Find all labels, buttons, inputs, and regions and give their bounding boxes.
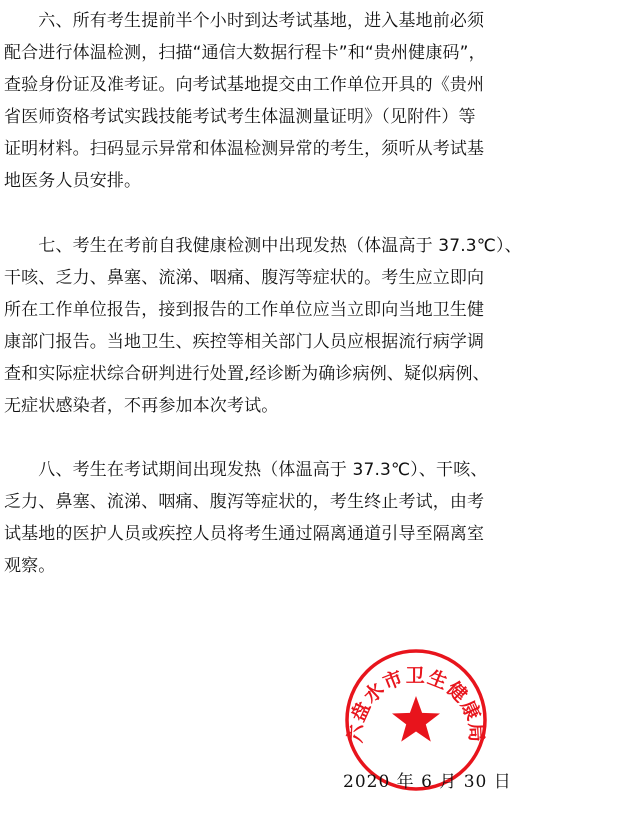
paragraph-8-line-2: 乏力、鼻塞、流涕、咽痛、腹泻等症状的，考生终止考试，由考 — [4, 492, 485, 512]
paragraph-8-line-4: 观察。 — [4, 556, 56, 576]
paragraph-7-line-2: 干咳、乏力、鼻塞、流涕、咽痛、腹泻等症状的。考生应立即向 — [4, 268, 485, 288]
paragraph-6-line-3: 查验身份证及准考证。向考试基地提交由工作单位开具的《贵州 — [4, 75, 485, 95]
paragraph-7-line-4: 康部门报告。当地卫生、疾控等相关部门人员应根据流行病学调 — [4, 332, 485, 352]
paragraph-6-line-5: 证明材料。扫码显示异常和体温检测异常的考生，须听从考试基 — [4, 139, 485, 159]
paragraph-6-line-1: 六、所有考生提前半个小时到达考试基地，进入基地前必须 — [4, 11, 485, 31]
paragraph-7-line-5: 查和实际症状综合研判进行处置,经诊断为确诊病例、疑似病例、 — [4, 364, 490, 384]
issue-date: 2020 年 6 月 30 日 — [343, 772, 512, 792]
paragraph-6-line-2: 配合进行体温检测，扫描“通信大数据行程卡”和“贵州健康码”， — [4, 43, 486, 63]
paragraph-7-line-3: 所在工作单位报告，接到报告的工作单位应当立即向当地卫生健 — [4, 300, 485, 320]
seal-arc-text: 六盘水市卫生健康局 — [344, 665, 488, 744]
paragraph-6-line-6: 地医务人员安排。 — [4, 171, 142, 191]
paragraph-8-line-1: 八、考生在考试期间出现发热（体温高于 37.3℃）、干咳、 — [4, 460, 488, 480]
paragraph-7-line-6: 无症状感染者，不再参加本次考试。 — [4, 396, 279, 416]
paragraph-8-line-3: 试基地的医护人员或疾控人员将考生通过隔离通道引导至隔离室 — [4, 524, 485, 544]
paragraph-6-line-4: 省医师资格考试实践技能考试考生体温测量证明》（见附件）等 — [4, 107, 476, 127]
seal-star-icon — [392, 696, 440, 742]
paragraph-7-line-1: 七、考生在考前自我健康检测中出现发热（体温高于 37.3℃）、 — [4, 236, 522, 256]
